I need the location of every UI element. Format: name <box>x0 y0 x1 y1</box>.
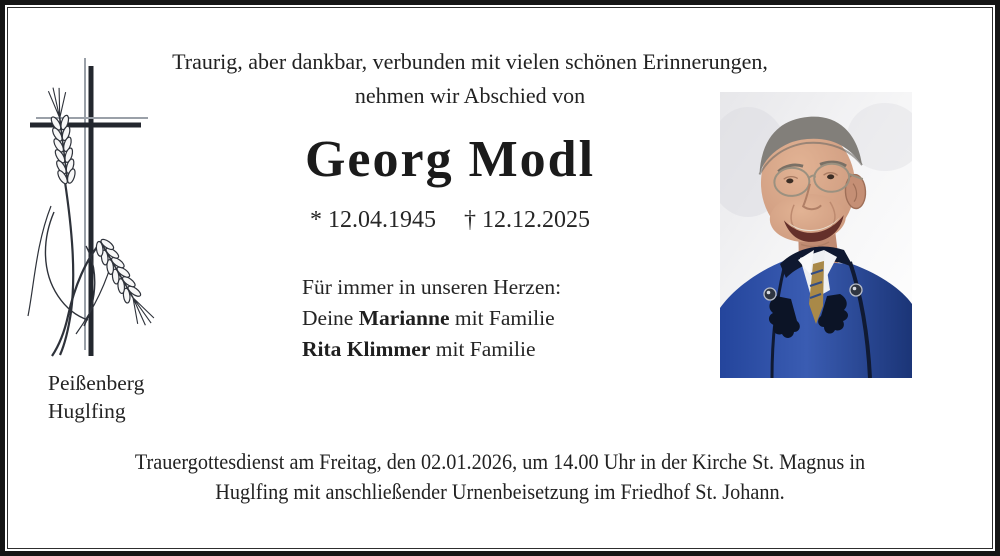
service-announcement <box>40 447 960 507</box>
intro-line-2: nehmen wir Abschied von <box>354 83 586 108</box>
mourner-line-1 <box>302 303 561 334</box>
service-line-1: Trauergottesdienst am Freitag, den 02.01.2026, um 14.00 Uhr in der Kirche St. Magnus in <box>134 449 866 474</box>
mourner-2-suffix: mit Familie <box>430 337 536 361</box>
farewell-line: Für immer in unseren Herzen: <box>302 275 562 299</box>
intro-line-1: Traurig, aber dankbar, verbunden mit vielen schönen Erinnerungen, <box>172 49 768 74</box>
birth-date: * 12.04.1945 <box>310 207 436 233</box>
mourner-2-name: Rita Klimmer <box>302 337 431 361</box>
service-line-2: Huglfing mit anschließender Urnenbeisetzung im Friedhof St. Johann. <box>215 479 785 504</box>
cross-wheat-icon <box>24 54 160 360</box>
portrait-photo <box>720 92 912 378</box>
town-2: Huglfing <box>48 399 126 423</box>
mourner-1-prefix: Deine <box>302 306 359 330</box>
town-1: Peißenberg <box>48 371 145 395</box>
life-dates <box>230 207 670 234</box>
towns-block <box>48 369 144 425</box>
mourner-1-suffix: mit Familie <box>449 306 555 330</box>
mourners-block <box>302 272 561 365</box>
mourner-1-name: Marianne <box>358 306 450 330</box>
deceased-name: Georg Modl <box>304 131 596 188</box>
intro-text <box>120 45 820 113</box>
death-date: † 12.12.2025 <box>464 207 590 233</box>
mourner-line-2 <box>302 334 561 365</box>
